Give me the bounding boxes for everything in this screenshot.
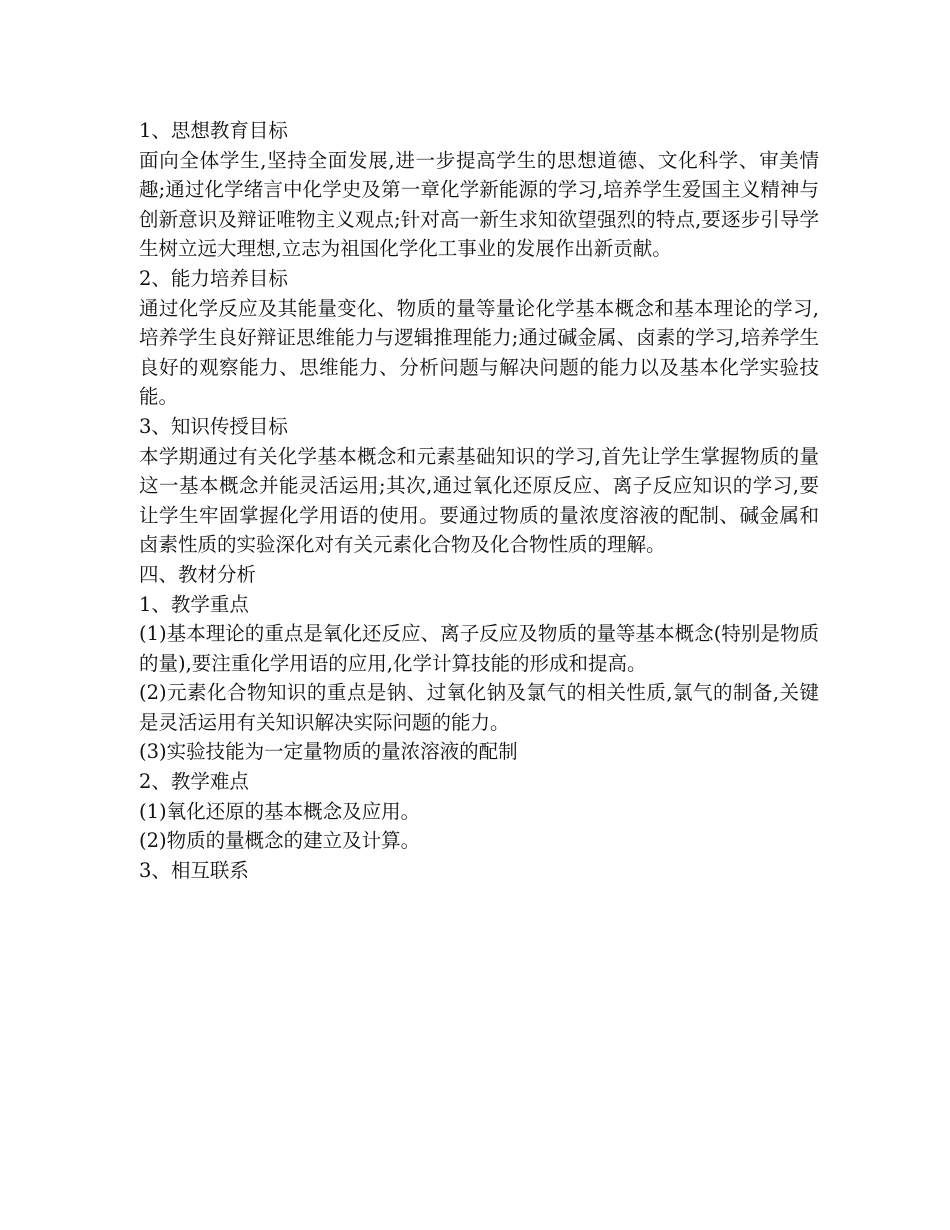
heading-textbook-analysis: 四、教材分析 (139, 562, 257, 586)
paragraph-ability: 通过化学反应及其能量变化、物质的量等量论化学基本概念和基本理论的学习,培养学生良好辩证思维能力与逻辑推理能力;通过碱金属、卤素的学习,培养学生良好的观察能力、思维能力、分析问题与解决问题的能力以及基本化学实验技能。 (139, 296, 819, 409)
paragraph-moral-education: 面向全体学生,坚持全面发展,进一步提高学生的思想道德、文化科学、审美情趣;通过化学绪言中化学史及第一章化学新能源的学习,培养学生爱国主义精神与创新意识及辩证唯物主义观点;针对高一新生求知欲望强烈的特点,要逐步引导学生树立远大理想,立志为祖国化学化工事业的发展作出新贡献。 (139, 148, 819, 261)
paragraph-knowledge: 本学期通过有关化学基本概念和元素基础知识的学习,首先让学生掌握物质的量这一基本概念并能灵活运用;其次,通过氧化还原反应、离子反应知识的学习,要让学生牢固掌握化学用语的使用。要通过物质的量浓度溶液的配制、碱金属和卤素性质的实验深化对有关元素化合物及化合物性质的理解。 (139, 444, 819, 557)
paragraph-focus-2: (2)元素化合物知识的重点是钠、过氧化钠及氯气的相关性质,氯气的制备,关键是灵活运用有关知识解决实际问题的能力。 (139, 681, 819, 734)
document-page (139, 116, 819, 885)
paragraph-difficulty-2: (2)物质的量概念的建立及计算。 (139, 829, 421, 853)
paragraph-focus-3: (3)实验技能为一定量物质的量浓溶液的配制 (139, 740, 518, 764)
paragraph-difficulty-1: (1)氧化还原的基本概念及应用。 (139, 799, 421, 823)
heading-knowledge-goal: 3、知识传授目标 (139, 414, 288, 438)
heading-ability-goal: 2、能力培养目标 (139, 266, 288, 290)
heading-teaching-difficulty: 2、教学难点 (139, 770, 249, 794)
heading-interconnection: 3、相互联系 (139, 858, 249, 882)
paragraph-focus-1: (1)基本理论的重点是氧化还反应、离子反应及物质的量等基本概念(特别是物质的量),要注重化学用语的应用,化学计算技能的形成和提高。 (139, 622, 819, 675)
heading-moral-education-goal: 1、思想教育目标 (139, 119, 288, 142)
heading-teaching-focus: 1、教学重点 (139, 592, 249, 616)
